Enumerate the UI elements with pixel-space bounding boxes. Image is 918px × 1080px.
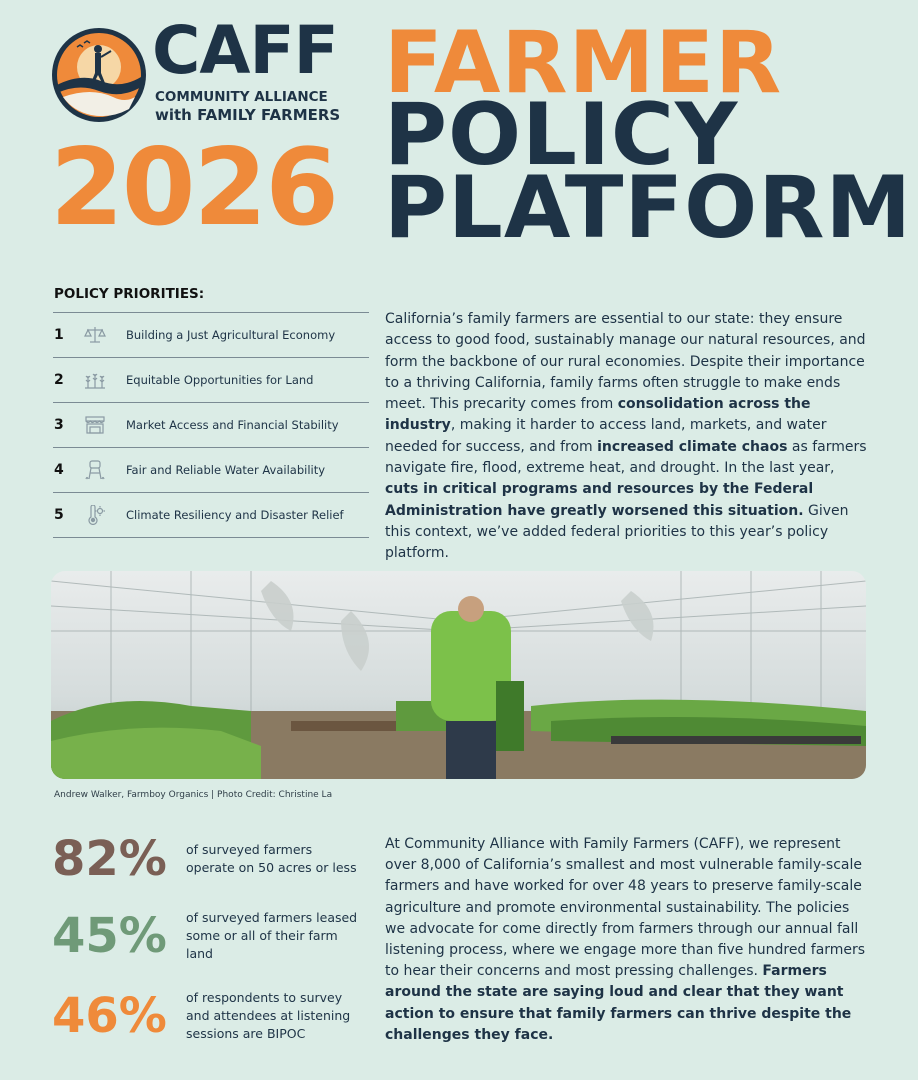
intro-bold: consolidation across the industry (385, 396, 811, 434)
platform-year: 2026 (50, 126, 338, 249)
stat-description: of respondents to survey and attendees at listening sessions are BIPOC (186, 990, 351, 1041)
thermometer-icon (82, 504, 108, 526)
priority-label: Fair and Reliable Water Availability (126, 463, 326, 477)
stat-value: 82% (52, 831, 167, 887)
stat-description: of surveyed farmers leased some or all of their farm land (186, 910, 358, 961)
priority-item (53, 358, 369, 403)
priority-number: 1 (54, 327, 64, 343)
priorities-heading: POLICY PRIORITIES: (54, 286, 205, 302)
title-policy: POLICY (384, 85, 739, 185)
about-text: At Community Alliance with Family Farmers (CAFF), we represent over 8,000 of California’s smallest and most vulnerable family-scale farmers and have worked for over 48 years to preserve family-scale agriculture and promote environmental sustainability. The policies we advocate for come directly from farmers through our annual fall listening process, where we engage more than five hundred farmers to hear their concerns and most pressing challenges. (385, 836, 866, 980)
intro-text: as farmers navigate fire, flood, extreme heat, and drought. In the last year, (385, 438, 867, 477)
photo-caption: Andrew Walker, Farmboy Organics | Photo Credit: Christine La (54, 790, 333, 800)
priority-label: Building a Just Agricultural Economy (126, 328, 336, 342)
title-farmer: FARMER (384, 13, 783, 113)
priority-number: 4 (54, 462, 64, 478)
caff-logo (51, 27, 147, 123)
priority-item (53, 493, 369, 538)
priority-number: 3 (54, 417, 64, 433)
stat-description: of surveyed farmers operate on 50 acres or less (186, 842, 357, 875)
stat-value: 46% (52, 988, 167, 1044)
intro-paragraph (385, 309, 870, 565)
about-bold: Farmers around the state are saying loud and clear that they want action to ensure that family farmers can thrive despite the challenges they face. (385, 963, 852, 1043)
priority-label: Market Access and Financial Stability (126, 418, 339, 432)
intro-text: California’s family farmers are essential to our state: they ensure access to good food, sustainably manage our natural resources, and form the backbone of our rural economies. Despite their importance to a thriving California, family farms often struggle to make ends meet. This precarity comes from (385, 311, 866, 413)
priority-number: 2 (54, 372, 64, 388)
priority-item (53, 403, 369, 448)
scales-icon (82, 324, 108, 346)
about-paragraph (385, 834, 870, 1046)
logo-tagline-line1: COMMUNITY ALLIANCE (155, 89, 328, 105)
title-platform: PLATFORM (384, 158, 913, 258)
greenhouse-photo (51, 571, 866, 779)
intro-text: Given this context, we’ve added federal priorities to this year’s policy platform. (385, 502, 849, 562)
intro-bold: increased climate chaos (597, 438, 788, 455)
priority-label: Climate Resiliency and Disaster Relief (126, 508, 344, 522)
priority-item (53, 448, 369, 493)
logo-wordmark: CAFF (152, 12, 338, 89)
stat-value: 45% (52, 908, 167, 964)
priority-label: Equitable Opportunities for Land (126, 373, 314, 387)
logo-tagline-line2: with FAMILY FARMERS (155, 106, 341, 124)
water-tower-icon (82, 459, 108, 481)
intro-bold: cuts in critical programs and resources by the Federal Administration have greatly worsened this situation. (385, 481, 814, 519)
priorities-list (53, 312, 369, 538)
intro-text: , making it harder to access land, markets, and water needed for success, and from (385, 417, 827, 455)
priority-number: 5 (54, 507, 64, 523)
market-stall-icon (82, 414, 108, 436)
priority-item (53, 312, 369, 358)
crops-icon (82, 369, 108, 391)
